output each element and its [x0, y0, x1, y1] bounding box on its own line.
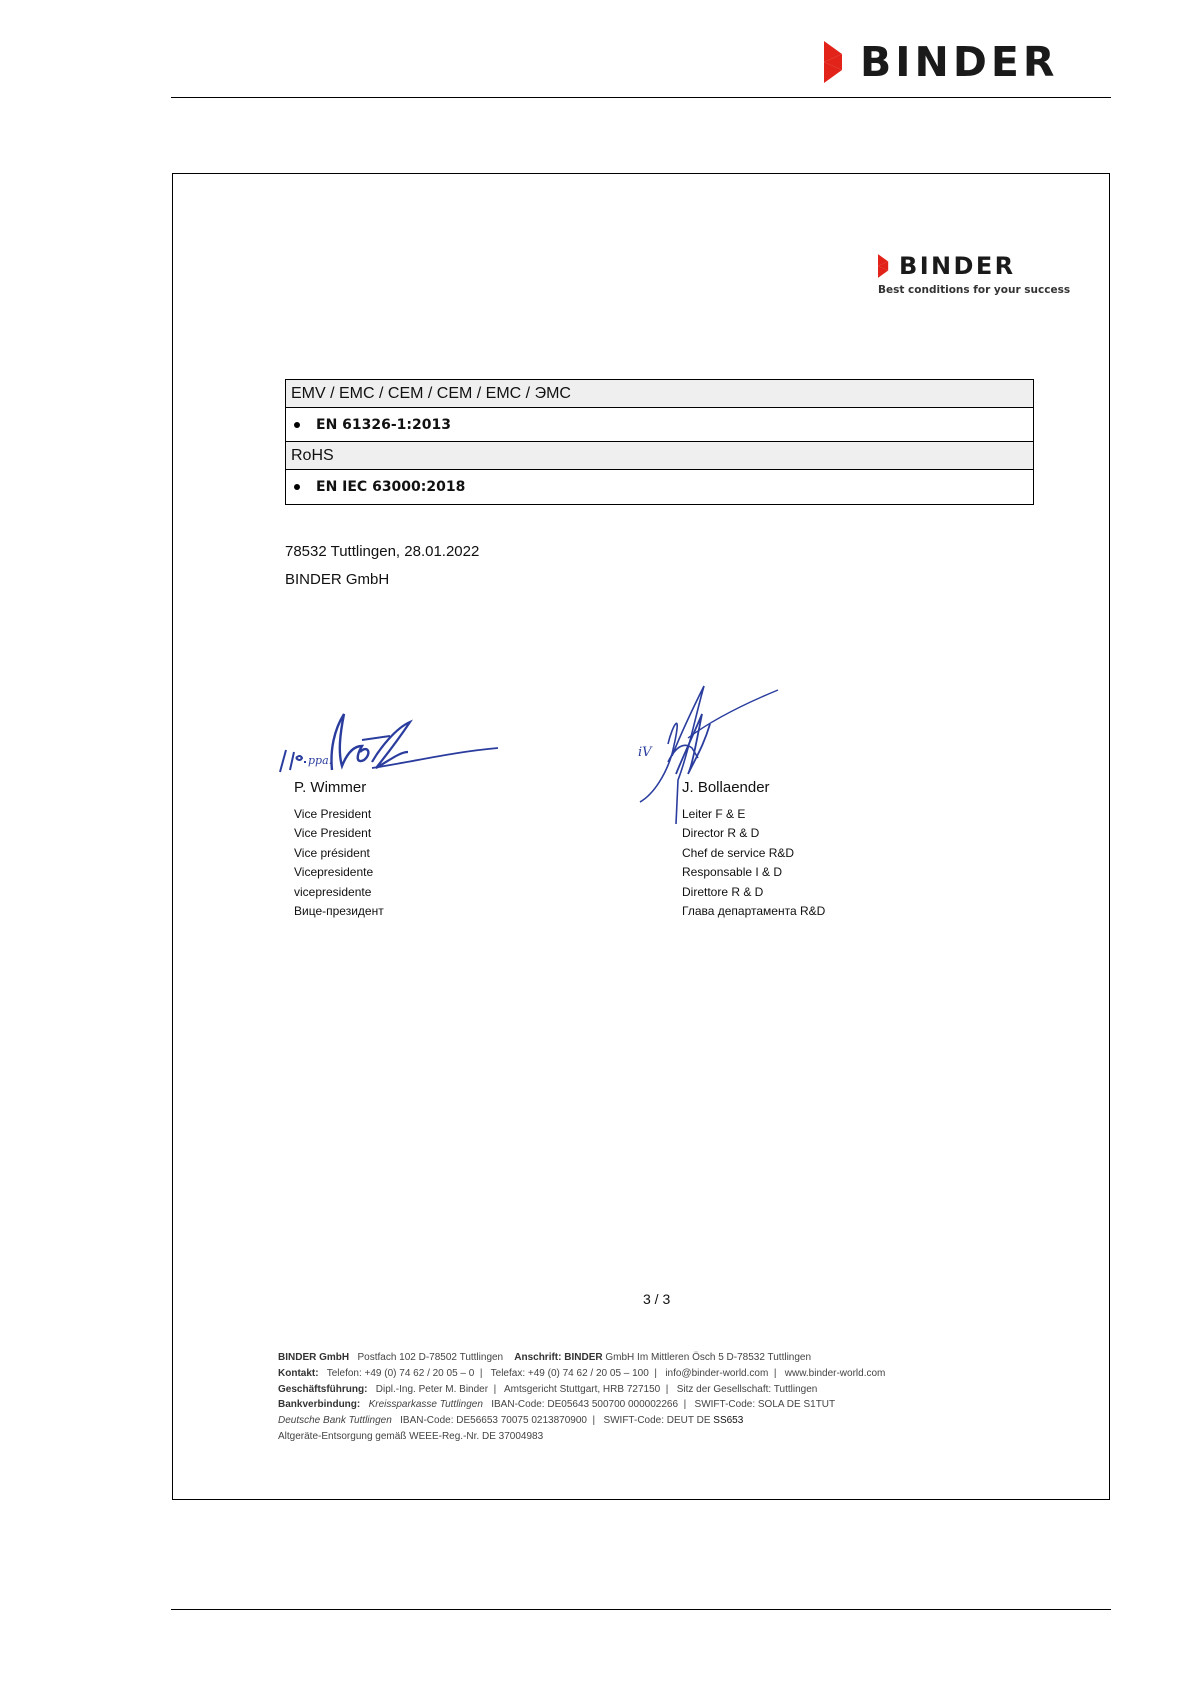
standards-item-label: EN 61326-1:2013	[316, 416, 451, 433]
certificate-brand-text: BINDER	[899, 252, 1016, 280]
company-footer	[278, 1350, 885, 1445]
signatory-titles	[682, 805, 825, 921]
signatory-title: Responsable I & D	[682, 865, 783, 880]
standards-table	[285, 379, 1034, 505]
footer-website: www.binder-world.com	[784, 1367, 886, 1379]
signatory-title: Vicepresidente	[294, 865, 374, 880]
bullet-icon	[294, 484, 300, 490]
signatory-name: P. Wimmer	[294, 779, 367, 796]
footer-email: info@binder-world.com	[665, 1367, 769, 1379]
certificate-logo	[878, 252, 1070, 296]
signatory-title: Vice President	[294, 826, 372, 841]
signatory-title: Chef de service R&D	[682, 845, 795, 860]
certificate-tagline: Best conditions for your success	[878, 284, 1071, 296]
bullet-icon	[294, 422, 300, 428]
signatory-title: Vice président	[294, 845, 370, 860]
signatory-title: Leiter F & E	[682, 807, 746, 821]
header-brand-text: BINDER	[860, 38, 1059, 86]
standards-heading-rohs	[286, 442, 1033, 470]
handwritten-signature	[272, 700, 502, 780]
standards-heading-label: EMV / EMC / CEM / CEM / EMC / ЭМС	[291, 384, 571, 402]
header-logo	[824, 38, 1058, 86]
signature-wimmer	[272, 700, 502, 780]
standards-item	[286, 408, 1033, 442]
header-rule	[171, 97, 1111, 98]
signatory-titles	[294, 805, 384, 921]
signatory-bollaender	[682, 779, 825, 921]
signatory-title: Direttore R & D	[682, 884, 764, 899]
footer-rule	[171, 1609, 1111, 1610]
standards-heading-emc	[286, 380, 1033, 408]
binder-arrow-icon	[824, 41, 854, 83]
standards-item	[286, 470, 1033, 504]
standards-heading-label: RoHS	[291, 446, 334, 464]
footer-line-address: BINDER GmbH Postfach 102 D-78502 Tuttlingen Anschrift: BINDER GmbH Im Mittleren Ösch 5 D-78532 Tuttlingen	[278, 1352, 812, 1363]
issuing-company: BINDER GmbH	[285, 571, 390, 588]
signatory-title: Глава департамента R&D	[682, 904, 826, 919]
signatory-title: vicepresidente	[294, 884, 372, 899]
signatory-title: Vice President	[294, 807, 372, 821]
footer-line-contact: Kontakt: Telefon: +49 (0) 74 62 / 20 05 – 0 | Telefax: +49 (0) 74 62 / 20 05 – 100 | info@binder-world.com | www.binder-world.com	[278, 1367, 886, 1379]
footer-line-bank: Bankverbindung: Kreissparkasse Tuttlingen IBAN-Code: DE05643 500700 000002266 | SWIFT-Code: SOLA DE S1TUT	[278, 1399, 836, 1411]
place-date: 78532 Tuttlingen, 28.01.2022	[285, 543, 480, 560]
signature-prefix: ppa.	[308, 754, 333, 767]
footer-line-management: Geschäftsführung: Dipl.-Ing. Peter M. Binder | Amtsgericht Stuttgart, HRB 727150 | Sitz der Gesellschaft: Tuttlingen	[278, 1383, 818, 1395]
standards-item-label: EN IEC 63000:2018	[316, 479, 466, 495]
signatory-title: Director R & D	[682, 826, 760, 841]
binder-arrow-icon	[878, 254, 895, 278]
signatory-wimmer	[294, 779, 384, 921]
signature-prefix: iV	[638, 745, 652, 760]
page-number: 3 / 3	[643, 1291, 671, 1307]
footer-line-bank2: Deutsche Bank Tuttlingen IBAN-Code: DE56653 70075 0213870900 | SWIFT-Code: DEUT DE SS653	[278, 1415, 744, 1427]
signatory-title: Вице-президент	[294, 904, 384, 919]
signatory-name: J. Bollaender	[682, 779, 770, 796]
footer-line-weee: Altgeräte-Entsorgung gemäß WEEE-Reg.-Nr. DE 37004983	[278, 1430, 544, 1442]
